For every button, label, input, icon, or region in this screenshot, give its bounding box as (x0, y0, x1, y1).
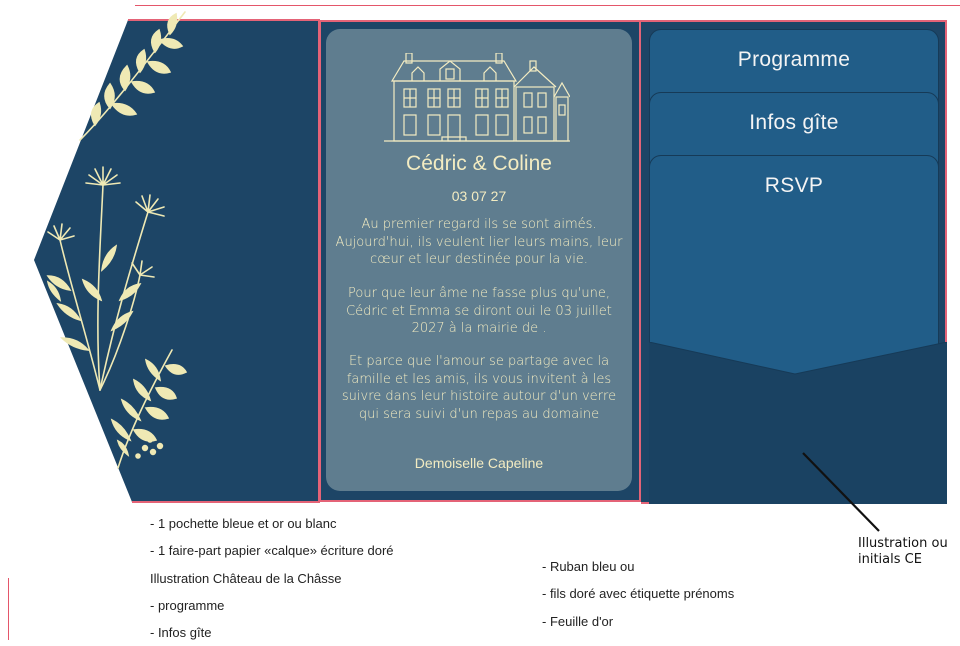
list-item: - Feuille d'or (542, 613, 614, 629)
card-rsvp-label: RSVP (764, 174, 824, 197)
couple-names: Cédric & Coline (406, 152, 552, 175)
signature: Demoiselle Capeline (414, 455, 544, 471)
materials-list-right (542, 553, 734, 635)
illustration-note: Illustration ou initials CE (858, 536, 948, 567)
pointer-line (795, 445, 890, 540)
list-item: - Ruban bleu ou (542, 559, 635, 574)
castle-illustration (384, 53, 570, 145)
list-item: - programme (150, 597, 225, 613)
list-item: - 1 faire-part papier «calque» écriture doré (150, 543, 394, 559)
list-item: - 1 pochette bleue et or ou blanc (150, 516, 337, 531)
card-programme-label: Programme (737, 48, 851, 71)
invitation-paragraph-1: Au premier regard ils se sont aimés. Aujourd'hui, ils veulent lier leurs mains, leur cœur et leur destinée pour la vie. (335, 217, 623, 267)
list-item: - Infos gîte (150, 625, 212, 641)
invitation-paragraph-3: Et parce que l'amour se partage avec la famille et les amis, ils vous invitent à les suivre dans leur histoire autour d'un verre qui sera suivi d'un repas au domaine (341, 354, 617, 422)
materials-list-left (150, 510, 394, 646)
list-item: Illustration Château de la Châsse (150, 570, 342, 586)
list-item: - fils doré avec étiquette prénoms (542, 586, 735, 602)
wedding-date: 03 07 27 (451, 188, 507, 204)
card-infos-gite-label: Infos gîte (749, 111, 839, 134)
invitation-paragraph-2: Pour que leur âme ne fasse plus qu'une, Cédric et Emma se diront oui le 03 juillet 2027 à la mairie de . (346, 286, 612, 336)
